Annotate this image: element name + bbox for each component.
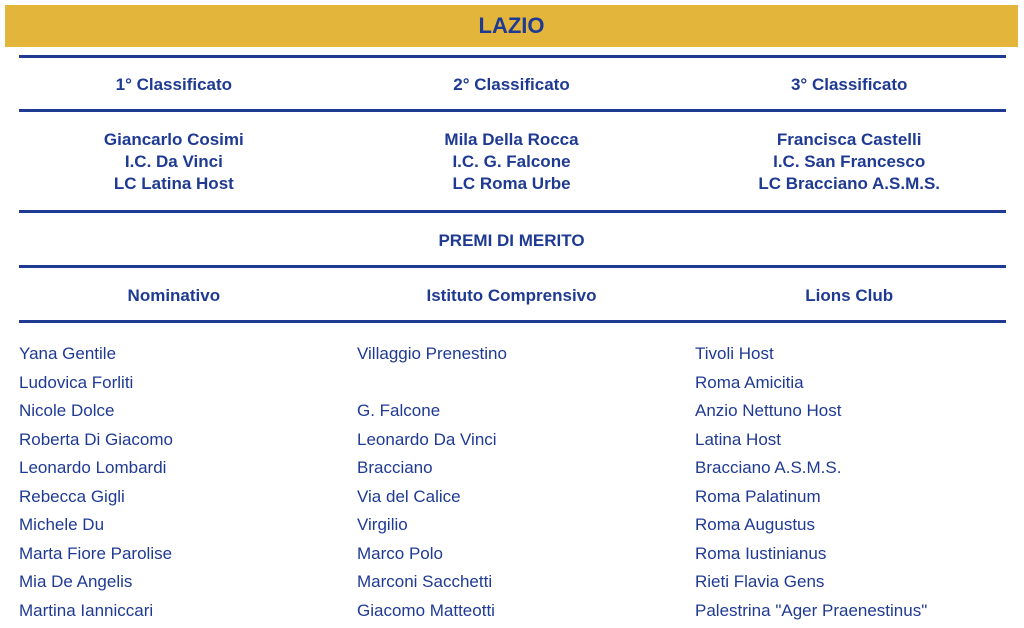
- merit-names-list: [19, 343, 173, 628]
- second-place-label: 2° Classificato: [343, 75, 681, 95]
- divider-merit-title: [19, 265, 1006, 268]
- list-item: Villaggio Prenestino: [357, 343, 507, 372]
- third-place-label: 3° Classificato: [680, 75, 1018, 95]
- third-place-winner: [680, 129, 1018, 195]
- winner-school: I.C. G. Falcone: [343, 151, 681, 173]
- list-item: Mia De Angelis: [19, 571, 173, 600]
- list-item: Latina Host: [695, 429, 927, 458]
- list-item: Yana Gentile: [19, 343, 173, 372]
- list-item: Leonardo Lombardi: [19, 457, 173, 486]
- list-item: Ludovica Forliti: [19, 372, 173, 401]
- list-item: Roma Amicitia: [695, 372, 927, 401]
- winner-name: Giancarlo Cosimi: [5, 129, 343, 151]
- header-nominativo: Nominativo: [5, 286, 343, 306]
- list-item: Roma Iustinianus: [695, 543, 927, 572]
- divider-top: [19, 55, 1006, 58]
- merit-schools-list: [357, 343, 507, 628]
- list-item: Bracciano A.S.M.S.: [695, 457, 927, 486]
- divider-merit-headers: [19, 320, 1006, 323]
- merit-title: PREMI DI MERITO: [5, 231, 1018, 251]
- list-item: Giacomo Matteotti: [357, 600, 507, 628]
- merit-clubs-list: [695, 343, 927, 628]
- list-item: Roberta Di Giacomo: [19, 429, 173, 458]
- divider-placement: [19, 109, 1006, 112]
- list-item: Roma Augustus: [695, 514, 927, 543]
- list-item: Bracciano: [357, 457, 507, 486]
- winner-club: LC Latina Host: [5, 173, 343, 195]
- list-item: Palestrina "Ager Praenestinus": [695, 600, 927, 628]
- winner-name: Francisca Castelli: [680, 129, 1018, 151]
- header-lions-club: Lions Club: [680, 286, 1018, 306]
- header-istituto: Istituto Comprensivo: [343, 286, 681, 306]
- first-place-winner: [5, 129, 343, 195]
- first-place-label: 1° Classificato: [5, 75, 343, 95]
- list-item: Leonardo Da Vinci: [357, 429, 507, 458]
- winner-school: I.C. Da Vinci: [5, 151, 343, 173]
- region-title: LAZIO: [479, 13, 545, 39]
- region-banner: [5, 5, 1018, 47]
- list-item: Martina Ianniccari: [19, 600, 173, 628]
- second-place-winner: [343, 129, 681, 195]
- list-item: Anzio Nettuno Host: [695, 400, 927, 429]
- winner-club: LC Bracciano A.S.M.S.: [680, 173, 1018, 195]
- merit-headers: [5, 286, 1018, 306]
- placement-winners: [5, 129, 1018, 195]
- list-item: [357, 372, 507, 401]
- placement-headers: [5, 75, 1018, 95]
- list-item: Rebecca Gigli: [19, 486, 173, 515]
- list-item: Michele Du: [19, 514, 173, 543]
- winner-school: I.C. San Francesco: [680, 151, 1018, 173]
- winner-club: LC Roma Urbe: [343, 173, 681, 195]
- list-item: Virgilio: [357, 514, 507, 543]
- list-item: Nicole Dolce: [19, 400, 173, 429]
- list-item: Marco Polo: [357, 543, 507, 572]
- list-item: Rieti Flavia Gens: [695, 571, 927, 600]
- divider-winners: [19, 210, 1006, 213]
- list-item: Tivoli Host: [695, 343, 927, 372]
- list-item: Roma Palatinum: [695, 486, 927, 515]
- list-item: Via del Calice: [357, 486, 507, 515]
- list-item: G. Falcone: [357, 400, 507, 429]
- list-item: Marconi Sacchetti: [357, 571, 507, 600]
- list-item: Marta Fiore Parolise: [19, 543, 173, 572]
- winner-name: Mila Della Rocca: [343, 129, 681, 151]
